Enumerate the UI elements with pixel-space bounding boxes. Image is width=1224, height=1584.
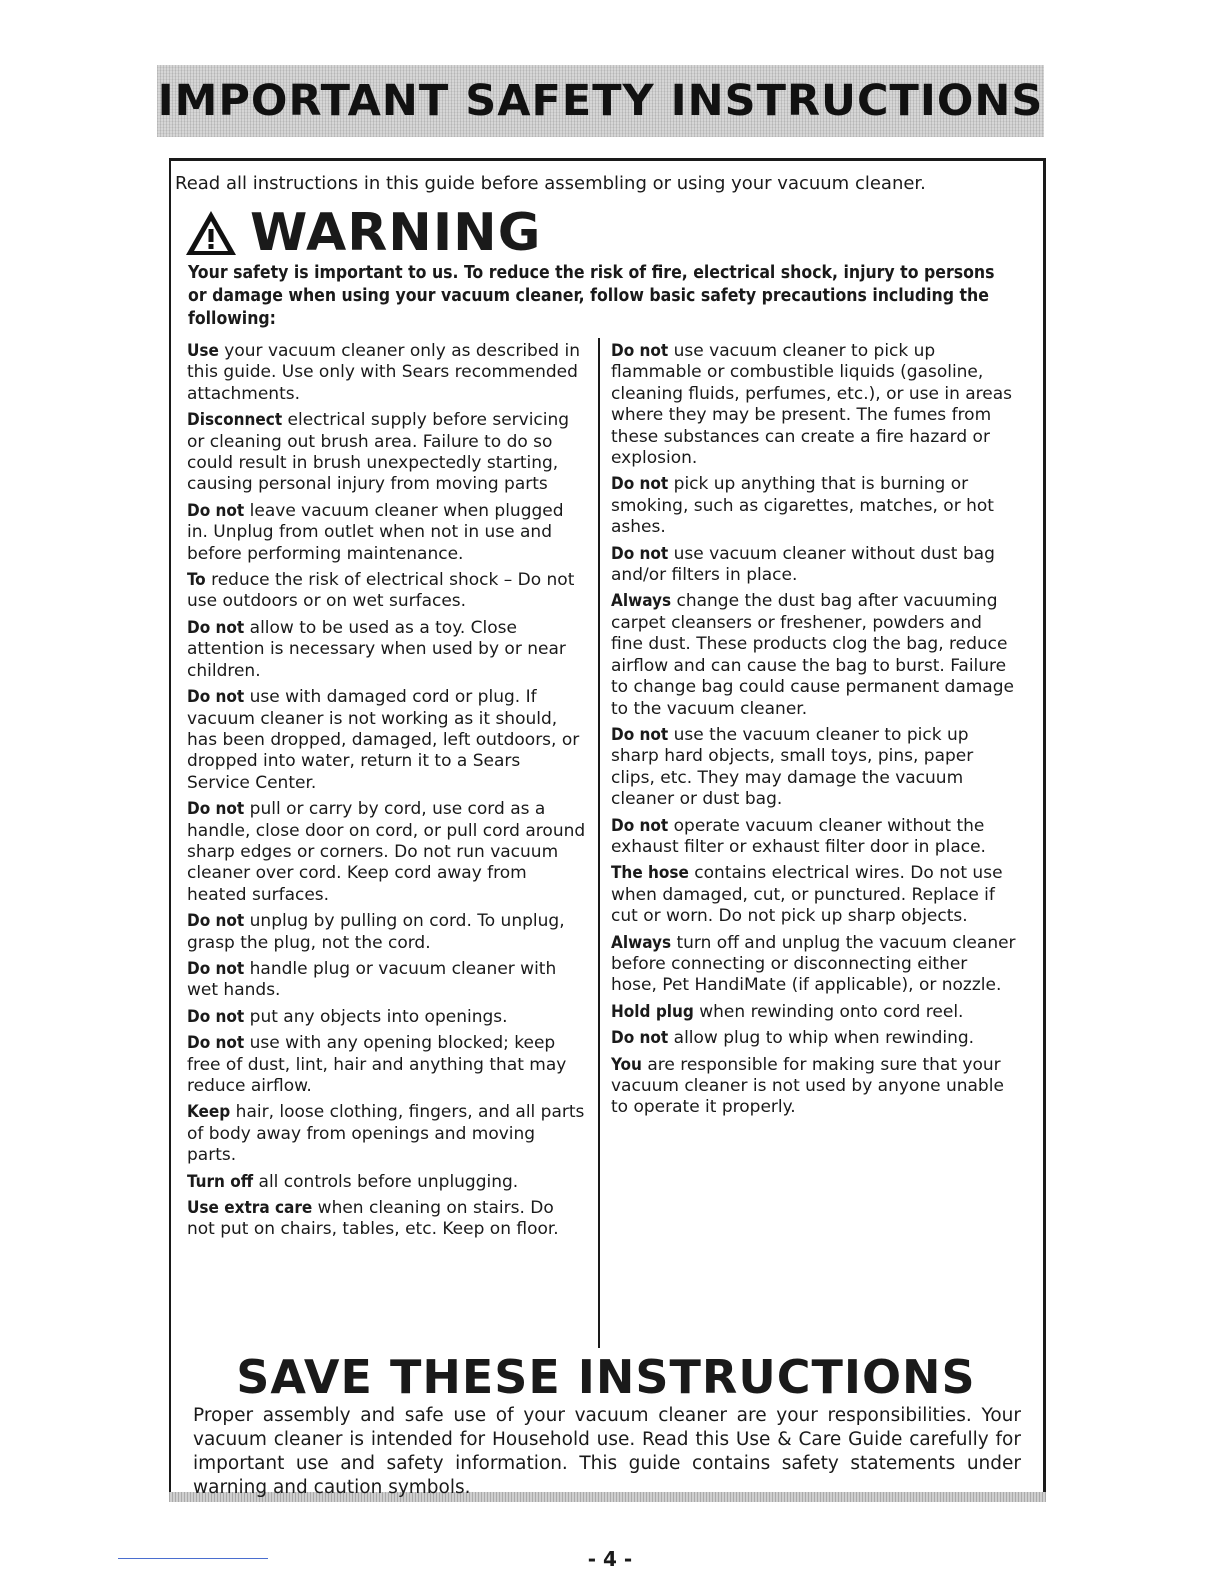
instruction-text: operate vacuum cleaner without the exhaust filter or exhaust filter door in place. [611,815,986,857]
instruction-item [611,1028,1016,1049]
instruction-keyword: The hose [611,863,689,884]
instruction-text: use the vacuum cleaner to pick up sharp hard objects, small toys, pins, paper clips, etc. They may damage the vacuum cleaner or dust bag. [611,724,974,810]
save-instructions-heading: SAVE THESE INSTRUCTIONS [236,1350,976,1404]
instruction-item [187,799,587,906]
instruction-item [611,725,1016,811]
instruction-text: use vacuum cleaner to pick up flammable or combustible liquids (gasoline, cleaning fluids, perfumes, etc.), or use in areas where they may be present. The fumes from these substances can create a fire hazard or explosion. [611,341,1013,469]
title-banner [157,65,1044,137]
instruction-keyword: Do not [187,799,245,820]
instruction-keyword: Do not [187,500,245,521]
instruction-text: hair, loose clothing, fingers, and all parts of body away from openings and moving parts. [187,1102,585,1166]
instruction-item [611,933,1016,997]
instruction-keyword: Do not [187,687,245,708]
instruction-keyword: Do not [187,911,245,932]
instruction-keyword: Do not [187,1006,245,1027]
instruction-keyword: Use extra care [187,1198,313,1219]
instruction-keyword: Always [611,591,672,612]
instruction-keyword: Do not [611,341,669,361]
instruction-item [187,1007,587,1028]
instruction-text: pull or carry by cord, use cord as a handle, close door on cord, or pull cord around sharp edges or corners. Do not run vacuum cleaner over cord. Keep cord away from heated surfaces. [187,799,586,905]
instruction-text: allow to be used as a toy. Close attention is necessary when used by or near children. [187,617,566,681]
instruction-text: use with damaged cord or plug. If vacuum cleaner is not working as it should, has been dropped, damaged, left outdoors, or dropped into water, return it to a Sears Service Center. [187,687,580,793]
instruction-text: electrical supply before servicing or cleaning out brush area. Failure to do so could result in brush unexpectedly starting, causing personal injury from moving parts [187,410,570,495]
instruction-text: all controls before unplugging. [253,1171,519,1192]
instruction-keyword: Do not [187,1033,245,1054]
instruction-keyword: Do not [611,1028,669,1049]
safety-lead-text: Your safety is important to us. To reduce the risk of fire, electrical shock, injury to persons or damage when using your vacuum cleaner, follow basic safety precautions including the following: [188,263,995,329]
intro-text: Read all instructions in this guide before assembling or using your vacuum cleaner. [175,173,926,194]
instruction-keyword: Turn off [187,1171,254,1192]
instruction-item [187,1172,587,1193]
instruction-text: reduce the risk of electrical shock – Do not use outdoors or on wet surfaces. [187,570,575,612]
instruction-item [611,341,1016,469]
column-divider [598,338,600,1348]
instruction-keyword: Do not [611,724,669,745]
warning-word: WARNING [250,203,542,263]
instruction-item [187,570,587,613]
instruction-text: handle plug or vacuum cleaner with wet hands. [187,958,557,1001]
instruction-item [187,341,587,405]
instruction-item [611,1055,1016,1119]
instruction-item [187,618,587,682]
instruction-item [187,687,587,794]
instruction-keyword: You [611,1054,642,1075]
instruction-item [611,591,1016,719]
instruction-text: when cleaning on stairs. Do not put on chairs, tables, etc. Keep on floor. [187,1198,559,1240]
instruction-text: turn off and unplug the vacuum cleaner before connecting or disconnecting either hose, Pet HandiMate (if applicable), or nozzle. [611,932,1016,996]
warning-heading [184,203,541,263]
instruction-keyword: Always [611,932,672,953]
instruction-item [187,1033,587,1097]
page-number: - 4 - [587,1547,633,1571]
instruction-text: when rewinding onto cord reel. [693,1001,964,1022]
instruction-keyword: Do not [187,958,245,979]
instruction-text: leave vacuum cleaner when plugged in. Unplug from outlet when not in use and before performing maintenance. [187,500,564,564]
instruction-item [611,816,1016,859]
page-title: IMPORTANT SAFETY INSTRUCTIONS [157,76,1044,126]
instruction-item [187,1198,587,1241]
instruction-keyword: To [187,570,206,591]
instruction-item [187,410,587,496]
instruction-item [611,474,1016,538]
instruction-item [187,1102,587,1166]
instruction-item [187,959,587,1002]
closing-paragraph: Proper assembly and safe use of your vacuum cleaner are your responsibilities. Your vacuum cleaner is intended for Household use. Read this Use & Care Guide carefully for important use and safety information. This guide contains safety statements under warning and caution symbols. [193,1405,1021,1498]
instruction-text: pick up anything that is burning or smoking, such as cigarettes, matches, or hot ashes. [611,474,994,538]
instruction-text: your vacuum cleaner only as described in this guide. Use only with Sears recommended attachments. [187,341,580,404]
instruction-item [187,911,587,954]
instruction-keyword: Do not [611,474,669,495]
instruction-keyword: Keep [187,1102,231,1123]
left-instructions-column [187,341,587,1246]
instruction-keyword: Do not [187,617,245,638]
instruction-keyword: Do not [611,815,669,836]
instruction-text: use vacuum cleaner without dust bag and/or filters in place. [611,543,995,586]
instruction-text: allow plug to whip when rewinding. [668,1028,975,1049]
instruction-item [611,1002,1016,1023]
instruction-text: contains electrical wires. Do not use when damaged, cut, or punctured. Replace if cut or worn. Do not pick up sharp objects. [611,863,1003,927]
instruction-text: change the dust bag after vacuuming carpet cleansers or freshener, powders and fine dust. These products clog the bag, reduce airflow and can cause the bag to burst. Failure to change bag could cause permanent damage to the vacuum cleaner. [611,591,1014,719]
instruction-keyword: Hold plug [611,1001,694,1022]
instruction-text: put any objects into openings. [244,1006,508,1027]
instruction-keyword: Do not [611,543,669,564]
instruction-text: use with any opening blocked; keep free of dust, lint, hair and anything that may reduce airflow. [187,1033,567,1096]
instruction-item [611,863,1016,927]
instruction-text: unplug by pulling on cord. To unplug, grasp the plug, not the cord. [187,911,565,953]
instruction-item [611,544,1016,587]
instruction-keyword: Use [187,341,219,361]
instruction-item [187,501,587,565]
right-instructions-column [611,341,1016,1124]
instruction-text: are responsible for making sure that your vacuum cleaner is not used by anyone unable to operate it properly. [611,1054,1004,1118]
instruction-keyword: Disconnect [187,410,283,431]
warning-triangle-icon [184,209,238,257]
footer-rule [118,1558,268,1559]
